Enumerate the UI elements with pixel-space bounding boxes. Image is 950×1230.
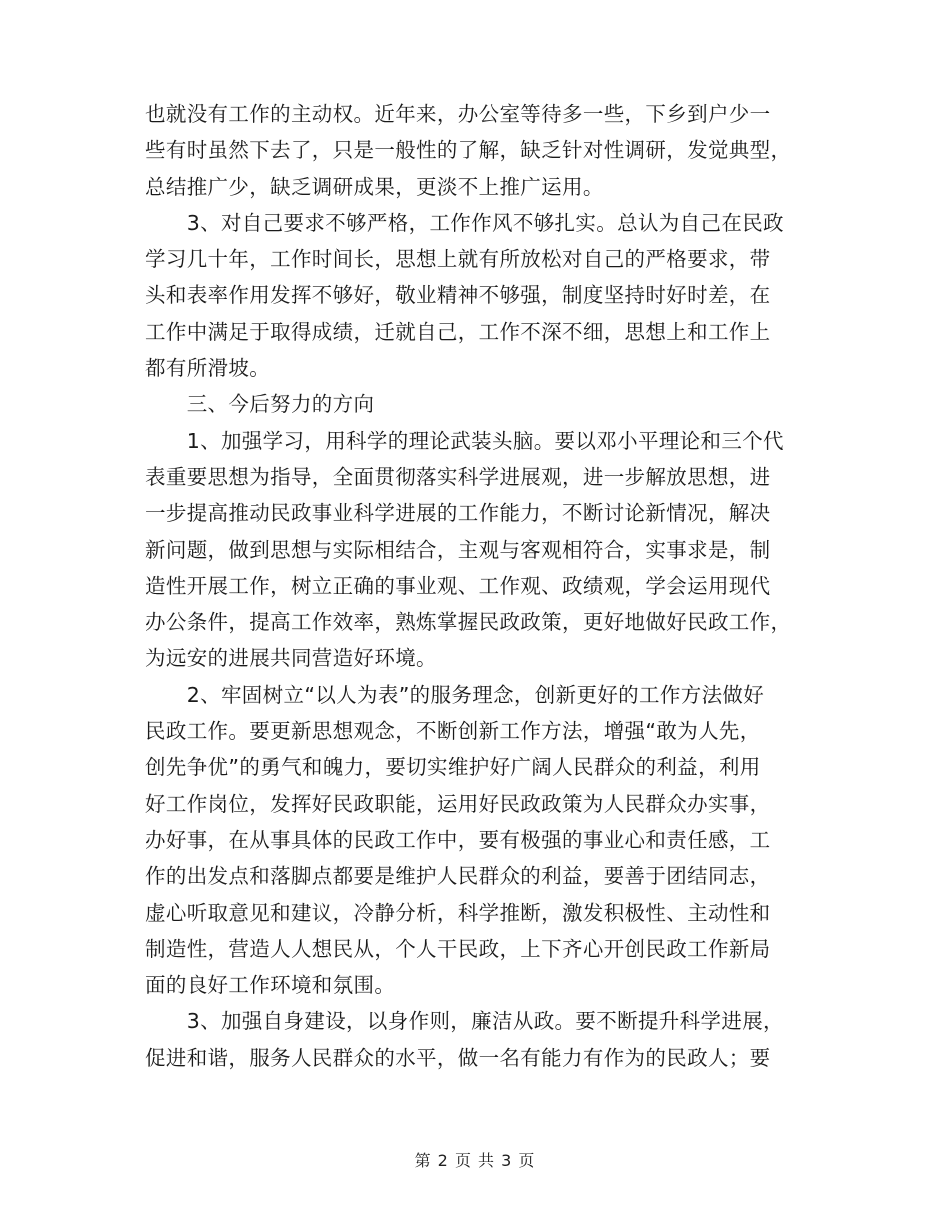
text-line: 也就没有工作的主动权。近年来，办公室等待多一些，下乡到户少一 [145,102,771,126]
text-line: 好工作岗位，发挥好民政职能，运用好民政政策为人民群众办实事， [145,791,771,816]
text-line: 3、对自己要求不够严格，工作作风不够扎实。总认为自己在民政 [145,210,784,235]
text-line: 面的良好工作环境和氛围。 [145,973,396,998]
text-line: 创先争优”的勇气和魄力，要切实维护好广阔人民群众的利益，利用 [145,755,761,780]
text-line: 促进和谐，服务人民群众的水平，做一名有能力有作为的民政人；要 [145,1045,771,1070]
text-line: 虚心听取意见和建议，冷静分析，科学推断，激发积极性、主动性和 [145,900,771,925]
text-line: 办公条件，提高工作效率，熟炼掌握民政政策，更好地做好民政工作， [145,610,792,635]
document-body [145,96,815,1076]
page-number-label: 第 2 页 共 3 页 [414,1151,536,1170]
text-line: 造性开展工作，树立正确的事业观、工作观、政绩观，学会运用现代 [145,573,771,598]
section-heading: 三、今后努力的方向 [145,392,375,417]
text-line: 民政工作。要更新思想观念，不断创新工作方法，增强“敢为人先， [145,719,761,744]
text-line: 总结推广少，缺乏调研成果，更淡不上推广运用。 [145,174,604,199]
text-line: 作的出发点和落脚点都要是维护人民群众的利益，要善于团结同志， [145,864,771,889]
text-line: 2、牢固树立“以人为表”的服务理念，创新更好的工作方法做好 [145,682,765,707]
text-line: 头和表率作用发挥不够好，敬业精神不够强，制度坚持时好时差，在 [145,283,771,308]
text-line: 一步提高推动民政事业科学进展的工作能力，不断讨论新情况，解决 [145,501,771,526]
text-line: 3、加强自身建设，以身作则，廉洁从政。要不断提升科学进展， [145,1009,784,1034]
text-line: 都有所滑坡。 [145,356,271,381]
text-line: 1、加强学习，用科学的理论武装头脑。要以邓小平理论和三个代 [145,428,784,453]
page-footer [0,1148,950,1171]
text-line: 为远安的进展共同营造好环境。 [145,646,437,671]
text-line: 制造性，营造人人想民从，个人干民政，上下齐心开创民政工作新局 [145,936,771,961]
text-line: 学习几十年，工作时间长，思想上就有所放松对自己的严格要求，带 [145,247,771,272]
text-line: 新问题，做到思想与实际相结合，主观与客观相符合，实事求是，制 [145,537,771,562]
text-line: 工作中满足于取得成绩，迁就自己，工作不深不细，思想上和工作上 [145,319,771,344]
text-line: 表重要思想为指导，全面贯彻落实科学进展观，进一步解放思想，进 [145,464,771,489]
text-line: 办好事，在从事具体的民政工作中，要有极强的事业心和责任感，工 [145,827,771,852]
text-line: 些有时虽然下去了，只是一般性的了解，缺乏针对性调研，发觉典型， [145,138,792,163]
